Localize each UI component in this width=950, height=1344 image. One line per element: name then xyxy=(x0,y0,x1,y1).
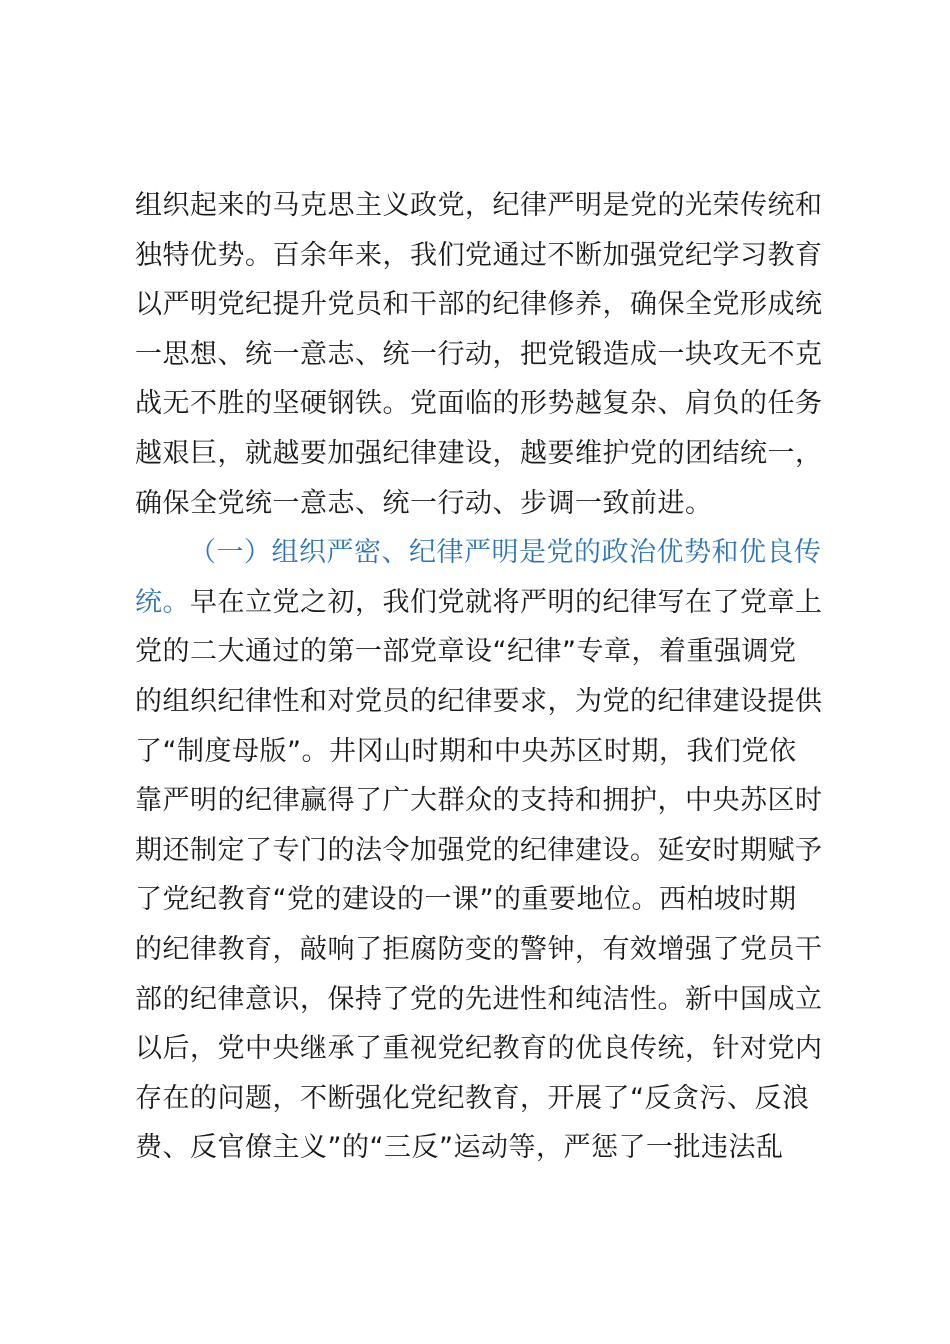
paragraph-1-line-4: 一思想、统一意志、统一行动，把党锻造成一块攻无不克 xyxy=(135,338,823,370)
paragraph-2-line-8: 了党纪教育“党的建设的一课”的重要地位。西柏坡时期 xyxy=(135,884,797,916)
paragraph-2-line-11: 以后，党中央继承了重视党纪教育的优良传统，针对党内 xyxy=(135,1033,823,1065)
paragraph-2-line-5: 了“制度母版”。井冈山时期和中央苏区时期，我们党依 xyxy=(135,735,797,767)
paragraph-1-line-3: 以严明党纪提升党员和干部的纪律修养，确保全党形成统 xyxy=(135,289,823,321)
paragraph-2-line-13: 费、反官僚主义”的“三反”运动等，严惩了一批违法乱 xyxy=(135,1132,784,1164)
paragraph-2-line-6: 靠严明的纪律赢得了广大群众的支持和拥护，中央苏区时 xyxy=(135,785,823,817)
paragraph-2-line-12: 存在的问题，不断强化党纪教育，开展了“反贪污、反浪 xyxy=(135,1082,810,1114)
paragraph-2-line-7: 期还制定了专门的法令加强党的纪律建设。延安时期赋予 xyxy=(135,834,823,866)
paragraph-1-line-6: 越艰巨，就越要加强纪律建设，越要维护党的团结统一， xyxy=(135,437,823,469)
paragraph-2-line-2 xyxy=(135,578,835,628)
section-heading-line-2: 统。 xyxy=(135,586,190,618)
paragraph-2-line-10: 部的纪律意识，保持了党的先进性和纯洁性。新中国成立 xyxy=(135,983,823,1015)
paragraph-2-line-3: 党的二大通过的第一部党章设“纪律”专章，着重强调党 xyxy=(135,636,797,668)
paragraph-2-line-9: 的纪律教育，敲响了拒腐防变的警钟，有效增强了党员干 xyxy=(135,933,823,965)
paragraph-1-line-7: 确保全党统一意志、统一行动、步调一致前进。 xyxy=(135,487,713,519)
paragraph-1-line-1: 组织起来的马克思主义政党，纪律严明是党的光荣传统和 xyxy=(135,190,823,221)
section-heading-line-1: （一）组织严密、纪律严明是党的政治优势和优良传 xyxy=(189,537,822,569)
paragraph-2-line-4: 的组织纪律性和对党员的纪律要求，为党的纪律建设提供 xyxy=(135,685,823,717)
paragraph-2-line-2-rest: 早在立党之初，我们党就将严明的纪律写在了党章上 xyxy=(190,586,823,618)
document-body xyxy=(135,181,835,1173)
paragraph-1-line-2: 独特优势。百余年来，我们党通过不断加强党纪学习教育 xyxy=(135,239,823,271)
paragraph-1-line-5: 战无不胜的坚硬钢铁。党面临的形势越复杂、肩负的任务 xyxy=(135,388,823,420)
